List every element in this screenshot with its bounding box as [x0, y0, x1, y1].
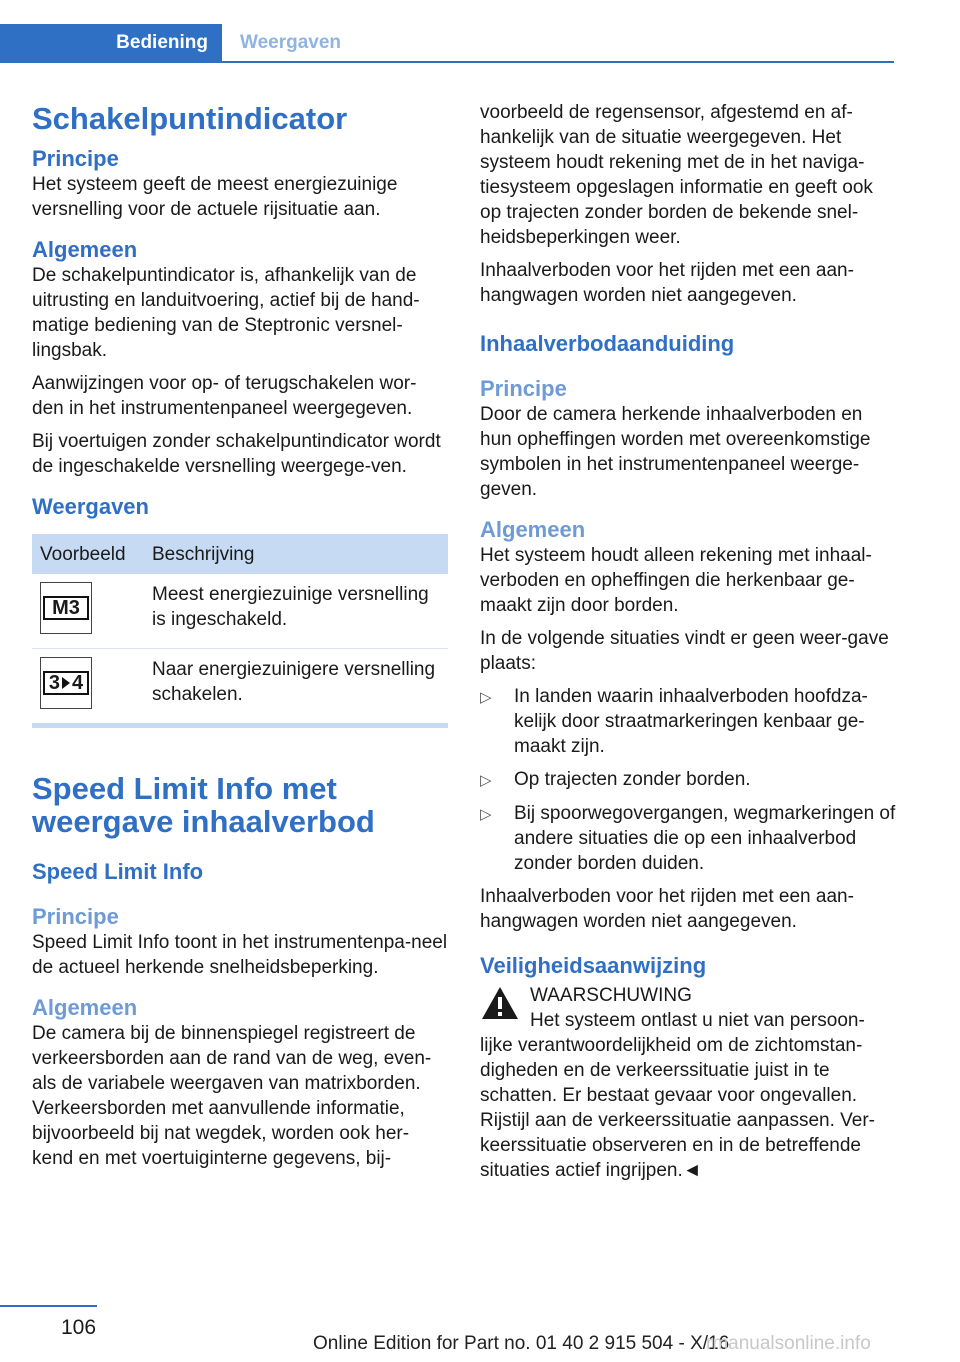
- heading-veiligheid: Veiligheidsaanwijzing: [480, 953, 707, 978]
- paragraph-trailer-overtaking: Inhaalverboden voor het rijden met een aan-hangwagen worden niet aangegeven.: [480, 886, 854, 932]
- heading-algemeen: Algemeen: [32, 237, 138, 262]
- shift-arrow-icon: [62, 677, 70, 689]
- gear-m3-icon: [40, 582, 92, 634]
- paragraph-inhaal-algemeen-1: Het systeem houdt alleen rekening met inhaal-verboden en opheffingen die herkenbaar ge-maakt zijn door borden.: [480, 545, 872, 616]
- display-table: [32, 534, 448, 728]
- heading-sli-algemeen: Algemeen: [32, 995, 138, 1020]
- page-number: 106: [61, 1316, 97, 1339]
- watermark-text: rmanualsonline.info: [706, 1333, 871, 1354]
- list-item: ▷ Op trajecten zonder borden.: [480, 767, 896, 793]
- heading-sli: Speed Limit Info: [32, 859, 204, 884]
- paragraph-sli-principe: Speed Limit Info toont in het instrumentenpa-neel de actueel herkende snelheidsbeperking.: [32, 932, 448, 978]
- warning-title: WAARSCHUWING: [530, 985, 692, 1006]
- paragraph-inhaal-algemeen-2: In de volgende situaties vindt er geen weer-gave plaats:: [480, 628, 889, 674]
- heading-schakelpuntindicator: Schakelpuntindicator: [32, 101, 348, 136]
- heading-inhaal-algemeen: Algemeen: [480, 517, 586, 542]
- warning-triangle-icon: [480, 985, 520, 1021]
- triangle-bullet-icon: ▷: [480, 806, 492, 823]
- column-header-voorbeeld: Voorbeeld: [32, 534, 144, 574]
- table-row: [32, 574, 448, 649]
- paragraph-trailer-speed: Inhaalverboden voor het rijden met een aan-hangwagen worden niet aangegeven.: [480, 260, 854, 306]
- heading-inhaalverbod: Inhaalverbodaanduiding: [480, 331, 735, 356]
- column-header-beschrijving: Beschrijving: [144, 534, 448, 574]
- header-tabs: [0, 24, 894, 63]
- gear-m3-label: M3: [43, 596, 89, 620]
- paragraph-inhaal-principe: Door de camera herkende inhaalverboden en hun opheffingen worden met overeenkomstige symbolen in het instrumentenpaneel weerge-geven.: [480, 404, 871, 500]
- footer-line: [0, 1305, 97, 1307]
- edition-text: Online Edition for Part no. 01 40 2 915 504 - X/16: [313, 1333, 730, 1354]
- table-row: [32, 649, 448, 726]
- paragraph-algemeen-1: De schakelpuntindicator is, afhankelijk van de uitrusting en landuitvoering, actief bij de hand-matige bediening van de Steptronic versnel-lingsbak.: [32, 265, 420, 361]
- heading-speed-limit-info: Speed Limit Info met weergave inhaalverbod: [32, 771, 375, 839]
- table-cell-description: Naar energiezuinigere versnelling schakelen.: [152, 659, 436, 705]
- heading-sli-principe: Principe: [32, 904, 119, 929]
- list-item: ▷ In landen waarin inhaalverboden hoofdza-kelijk door straatmarkeringen kenbaar ge-maakt zijn.: [480, 686, 868, 757]
- paragraph-algemeen-2: Aanwijzingen voor op- of terugschakelen wor-den in het instrumentenpaneel weergegeven.: [32, 373, 417, 419]
- warning-text: lijke verantwoordelijkheid om de zichtomstan-digheden en de verkeerssituatie juist in te schatten. Er bestaat gevaar voor ongevallen. Rijstijl aan de verkeerssituatie aanpassen. Ver-keerssituatie observeren en in de betreffende situaties actief ingrijpen.◄: [480, 1035, 875, 1181]
- warning-text-line-1: Het systeem ontlast u niet van persoon-: [530, 1010, 865, 1031]
- triangle-bullet-icon: ▷: [480, 689, 492, 706]
- tab-weergaven[interactable]: Weergaven: [240, 31, 342, 53]
- left-column: [32, 92, 448, 1179]
- gear-from: 3: [48, 672, 60, 694]
- paragraph-algemeen-3: Bij voertuigen zonder schakelpuntindicator wordt de ingeschakelde versnelling weergege-ven.: [32, 431, 441, 477]
- heading-inhaal-principe: Principe: [480, 376, 567, 401]
- list-item: ▷ Bij spoorwegovergangen, wegmarkeringen of andere situaties die op een inhaalverbod zonder borden duiden.: [480, 803, 896, 874]
- triangle-bullet-icon: ▷: [480, 772, 492, 789]
- paragraph-principe: Het systeem geeft de meest energiezuinige versnelling voor de actuele rijsituatie aan.: [32, 174, 398, 220]
- right-column: [480, 100, 896, 1191]
- paragraph-continuation: voorbeeld de regensensor, afgestemd en af-hankelijk van de situatie weergegeven. Het systeem houdt rekening met de in het naviga-tiesysteem opgeslagen informatie en geeft ook op trajecten zonder borden de bekende snel-heidsbeperkingen weer.: [480, 102, 873, 248]
- tab-bediening[interactable]: Bediening: [0, 24, 222, 61]
- gear-to: 4: [72, 672, 84, 694]
- table-cell-description: Meest energiezuinige versnelling is ingeschakeld.: [144, 574, 448, 649]
- shift-up-icon: [40, 657, 92, 709]
- warning-block: [480, 983, 896, 1033]
- heading-weergaven: Weergaven: [32, 494, 149, 519]
- heading-principe: Principe: [32, 146, 119, 171]
- table-header-row: [32, 534, 448, 574]
- paragraph-sli-algemeen: De camera bij de binnenspiegel registreert de verkeersborden aan de rand van de weg, even-als de variabele weergaven van matrixborden. Verkeersborden met aanvullende informatie, bijvoorbeeld bij nat wegdek, worden ook her-kend en met voertuiginterne gegevens, bij-: [32, 1023, 432, 1169]
